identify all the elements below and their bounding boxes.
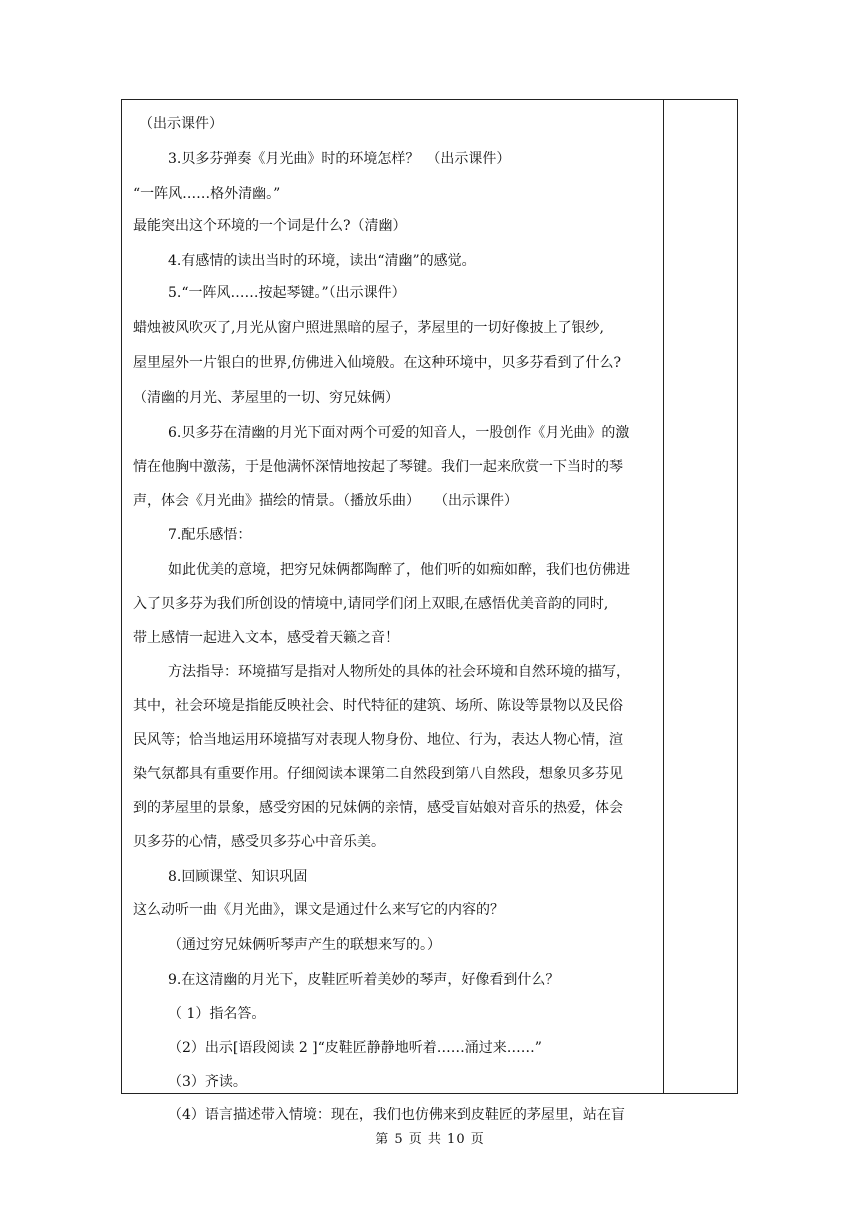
text-line: 蜡烛被风吹灭了,月光从窗户照进黑暗的屋子，茅屋里的一切好像披上了银纱,: [133, 320, 604, 336]
text-line: 这么动听一曲《月光曲》，课文是通过什么来写它的内容的？: [133, 902, 504, 918]
text-line: （3）齐读。: [168, 1074, 247, 1090]
text-line: 4.有感情的读出当时的环境，读出“清幽”的感觉。: [168, 253, 476, 269]
text-line: 民风等；恰当地运用环境描写对表现人物身份、地位、行为，表达人物心情，渲: [133, 732, 623, 748]
text-line: 贝多芬的心情，感受贝多芬心中音乐美。: [133, 834, 385, 850]
text-line: （通过穷兄妹俩听琴声产生的联想来写的。）: [168, 937, 441, 953]
text-line: 3.贝多芬弹奏《月光曲》时的环境怎样？ （出示课件）: [168, 151, 511, 167]
text-line: （ 1）指名答。: [168, 1006, 266, 1022]
text-line: 入了贝多芬为我们所创设的情境中,请同学们闭上双眼,在感悟优美音韵的同时,: [133, 596, 609, 612]
lesson-table: [121, 99, 738, 1123]
text-line: 5.“一阵风……按起琴键。”（出示课件）: [168, 285, 406, 301]
column-divider: [663, 100, 664, 1093]
text-line: 声，体会《月光曲》描绘的情景。（播放乐曲） （出示课件）: [133, 493, 518, 509]
text-line: 如此优美的意境，把穷兄妹俩都陶醉了，他们听的如痴如醉，我们也仿佛进: [168, 562, 630, 578]
text-line: 7.配乐感悟：: [168, 527, 252, 543]
text-line: 带上感情一起进入文本，感受着天籁之音！: [133, 630, 399, 646]
text-line: （2）出示[语段阅读 2 ]“皮鞋匠静静地听着……涌过来……”: [168, 1040, 542, 1056]
text-line: 到的茅屋里的景象，感受穷困的兄妹俩的亲情，感受盲姑娘对音乐的热爱，体会: [133, 800, 623, 816]
page-number-footer: 第 5 页 共 10 页: [375, 1132, 485, 1147]
text-line: （清幽的月光、茅屋里的一切、穷兄妹俩）: [133, 390, 399, 406]
text-line: 8.回顾课堂、知识巩固: [168, 869, 308, 885]
text-line: 9.在这清幽的月光下，皮鞋匠听着美妙的琴声，好像看到什么？: [168, 972, 560, 988]
text-line: 屋里屋外一片银白的世界,仿佛进入仙境般。在这种环境中，贝多芬看到了什么?: [133, 355, 621, 371]
text-line: 6.贝多芬在清幽的月光下面对两个可爱的知音人，一股创作《月光曲》的激: [168, 425, 630, 441]
text-line: 其中，社会环境是指能反映社会、时代特征的建筑、场所、陈设等景物以及民俗: [133, 698, 623, 714]
text-line: 最能突出这个环境的一个词是什么?（清幽）: [133, 218, 407, 234]
text-line: 方法指导：环境描写是指对人物所处的具体的社会环境和自然环境的描写，: [168, 664, 630, 680]
text-line: （出示课件）: [139, 116, 223, 132]
text-line: 染气氛都具有重要作用。仔细阅读本课第二自然段到第八自然段，想象贝多芬见: [133, 766, 623, 782]
text-line: “一阵风……格外清幽。”: [133, 186, 281, 202]
text-line: 情在他胸中激荡，于是他满怀深情地按起了琴键。我们一起来欣赏一下当时的琴: [133, 459, 623, 475]
text-line: （4）语言描述带入情境：现在，我们也仿佛来到皮鞋匠的茅屋里，站在盲: [168, 1107, 625, 1123]
